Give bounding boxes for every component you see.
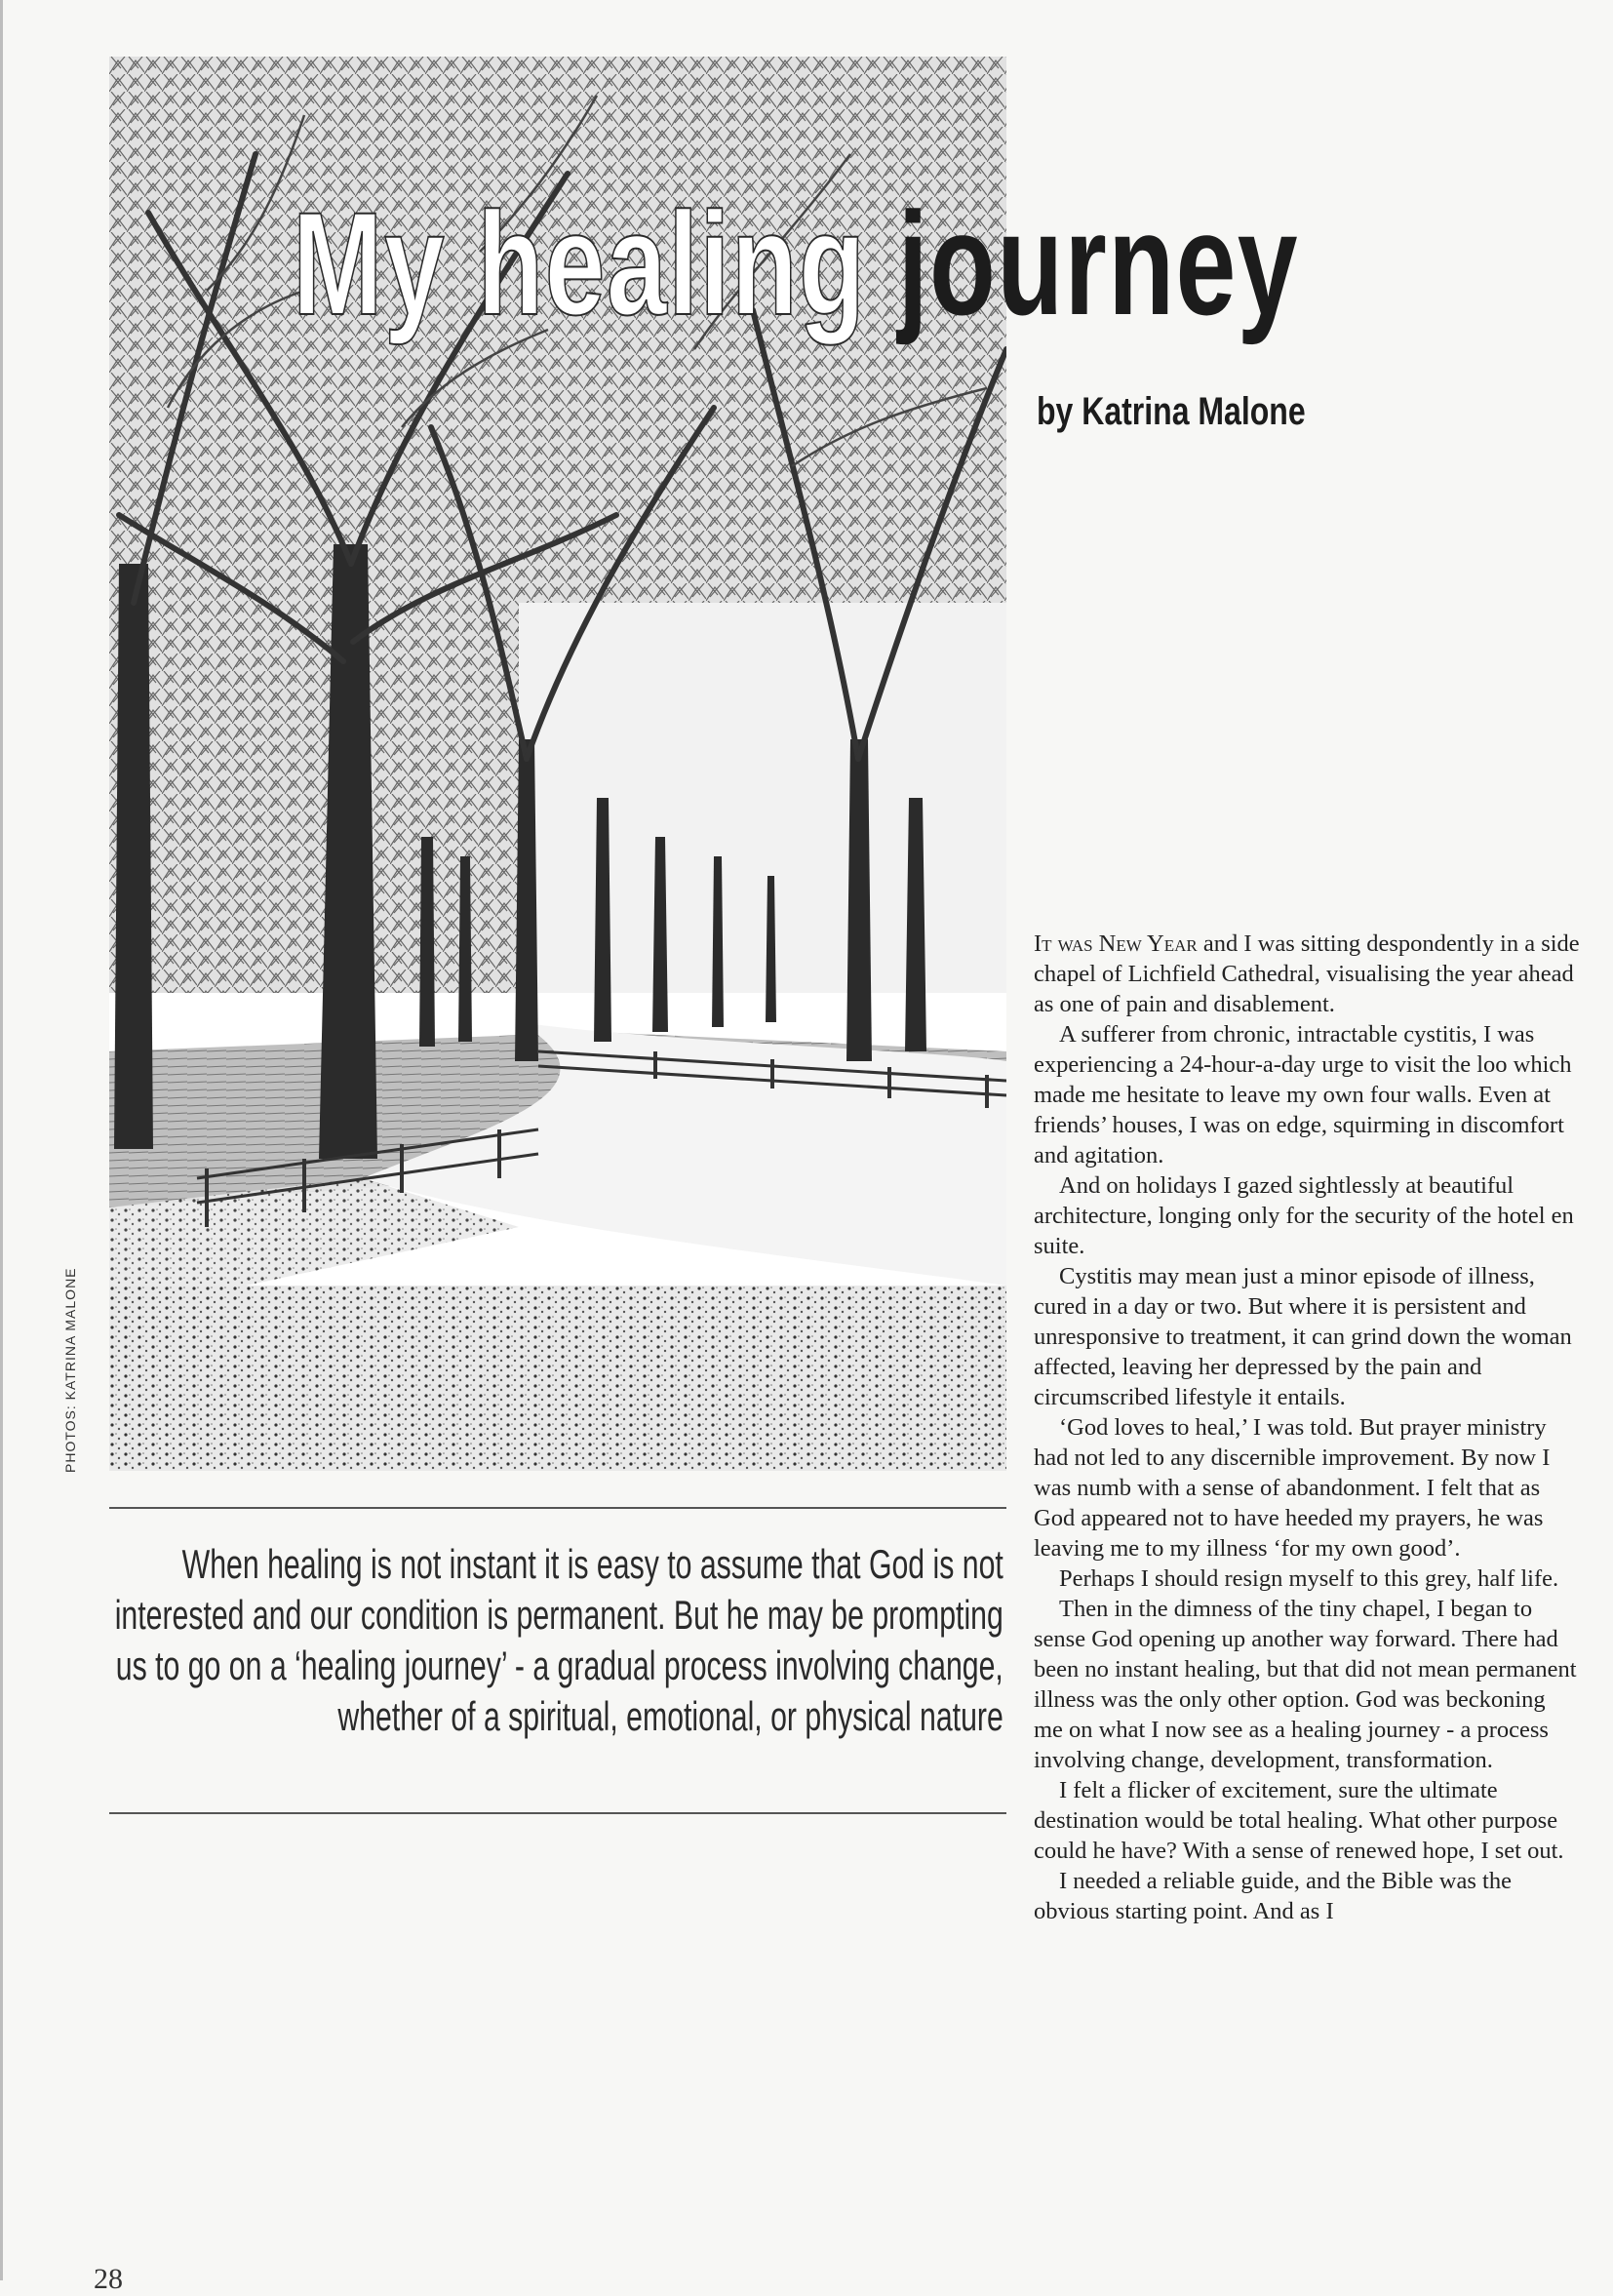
photo-credit: PHOTOS: KATRINA MALONE (62, 1267, 78, 1473)
body-paragraph: ‘God loves to heal,’ I was told. But prayer ministry had not led to any discernible improvement. By now I was numb with a sense of abandonment. I felt that as God appeared not to have heeded my prayers, he was leaving me to my illness ‘for my own good’. (1034, 1414, 1551, 1562)
standfirst: When healing is not instant it is easy to assume that God is not interested and our condition is permanent. But he may be prompting us to go on a ‘healing journey’ - a gradual process involving change, whether of a spiritual, emotional, or physical nature (114, 1541, 1003, 1739)
page-edge (0, 0, 3, 2280)
body-paragraph-text: and I was sitting despondently in a side chapel of Lichfield Cathedral, visualising the year ahead as one of pain and disablement. (1034, 930, 1580, 1017)
body-paragraph: Then in the dimness of the tiny chapel, I began to sense God opening up another way forward. There had been no instant healing, but that did not mean permanent illness was the only other option. God was beckoning me on what I now see as a healing journey - a process involving change, development, transformation. (1034, 1596, 1577, 1773)
divider-top (109, 1507, 1006, 1509)
page-number: 28 (94, 2263, 123, 2295)
body-paragraph: A sufferer from chronic, intractable cystitis, I was experiencing a 24-hour-a-day urge to visit the loo which made me hesitate to leave my own four walls. Even at friends’ houses, I was on edge, squirming in discomfort and agitation. (1034, 1021, 1572, 1168)
headline-text (293, 180, 1299, 346)
divider-bottom (109, 1812, 1006, 1814)
body-paragraph: Perhaps I should resign myself to this grey, half life. (1059, 1565, 1559, 1592)
body-paragraph: I needed a reliable guide, and the Bible was the obvious starting point. And as I (1034, 1868, 1512, 1924)
body-paragraph: And on holidays I gazed sightlessly at beautiful architecture, longing only for the security of the hotel en suite. (1034, 1172, 1574, 1259)
headline-part-1: My healing (293, 181, 867, 345)
body-paragraph: I felt a flicker of excitement, sure the ultimate destination would be total healing. What other purpose could he have? With a sense of renewed hope, I set out. (1034, 1777, 1564, 1864)
body-paragraph: Cystitis may mean just a minor episode of illness, cured in a day or two. But where it is persistent and unresponsive to treatment, it can grind down the woman affected, leaving her depressed by the pain and circumscribed lifestyle it entails. (1034, 1263, 1572, 1410)
article-body (1034, 929, 1580, 1926)
body-paragraph (1034, 929, 1580, 1019)
headline-part-2: journey (897, 181, 1299, 345)
lead-in: It was New Year (1034, 930, 1198, 957)
headline (293, 180, 1580, 366)
byline: by Katrina Malone (1037, 390, 1306, 433)
